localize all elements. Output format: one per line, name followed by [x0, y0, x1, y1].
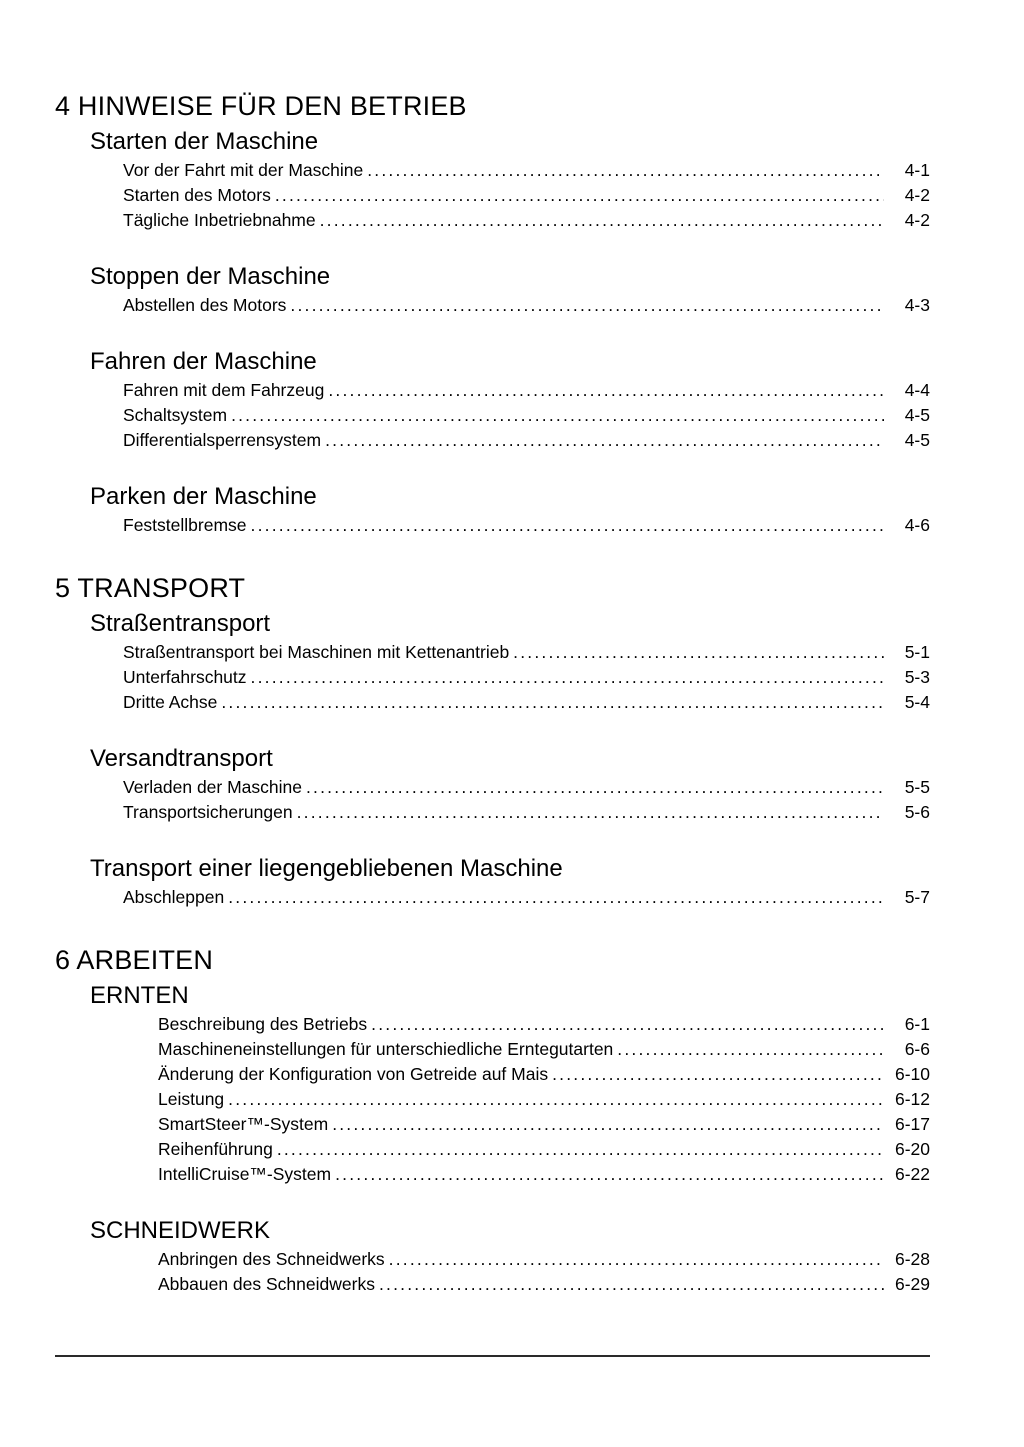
toc-entry-label: Verladen der Maschine [123, 777, 302, 797]
toc-page-number: 4-1 [904, 160, 930, 180]
toc-leader-dots [617, 1037, 884, 1062]
toc-page-number: 6-17 [894, 1114, 930, 1134]
toc-entry [158, 1037, 930, 1062]
toc-page-number: 4-4 [904, 380, 930, 400]
toc-entry [123, 428, 930, 453]
toc-group-title: Parken der Maschine [90, 483, 317, 510]
toc-leader-dots [228, 1087, 884, 1112]
toc-entry [123, 690, 930, 715]
toc-leader-dots [297, 800, 884, 825]
toc-page-number: 6-12 [894, 1089, 930, 1109]
toc-group-title: SCHNEIDWERK [90, 1217, 271, 1244]
toc-entry [158, 1137, 930, 1162]
toc-page-number: 4-3 [904, 295, 930, 315]
toc-entry [123, 800, 930, 825]
toc-entry-label: Abbauen des Schneidwerks [158, 1274, 375, 1294]
toc-leader-dots [231, 403, 884, 428]
toc-page-number: 6-28 [894, 1249, 930, 1269]
toc-entry-label: Änderung der Konfiguration von Getreide auf Mais [158, 1064, 549, 1084]
toc-section [55, 90, 930, 538]
toc-entry-label: Beschreibung des Betriebs [158, 1014, 368, 1034]
toc-entry [123, 775, 930, 800]
toc-group-title: ERNTEN [90, 982, 189, 1009]
footer-divider [55, 1355, 930, 1357]
toc-entry [158, 1112, 930, 1137]
toc-entry-label: Feststellbremse [123, 515, 247, 535]
toc-entry-label: Differentialsperrensystem [123, 430, 322, 450]
toc-page-number: 5-6 [904, 802, 930, 822]
toc-leader-dots [513, 640, 884, 665]
toc-leader-dots [552, 1062, 884, 1087]
toc-group-title: Straßentransport [90, 610, 271, 637]
toc-page-number: 5-7 [904, 887, 930, 907]
toc-leader-dots [332, 1112, 884, 1137]
toc-leader-dots [325, 428, 884, 453]
toc-group-title: Stoppen der Maschine [90, 263, 331, 290]
toc-leader-dots [335, 1162, 884, 1187]
toc-entry [158, 1012, 930, 1037]
toc-group-title: Versandtransport [90, 745, 273, 772]
toc-entry [123, 885, 930, 910]
toc-leader-dots [228, 885, 884, 910]
toc-page-number: 6-1 [904, 1014, 930, 1034]
toc-entry [123, 640, 930, 665]
toc-section-title: 4 HINWEISE FÜR DEN BETRIEB [55, 91, 467, 121]
toc-entry-label: Vor der Fahrt mit der Maschine [123, 160, 364, 180]
toc-group-title: Starten der Maschine [90, 128, 319, 155]
toc-page-number: 6-29 [894, 1274, 930, 1294]
toc-group [55, 128, 930, 233]
toc-entry-label: Starten des Motors [123, 185, 271, 205]
toc-page-number: 5-5 [904, 777, 930, 797]
toc-page-number: 4-5 [904, 430, 930, 450]
toc-entry [158, 1087, 930, 1112]
toc-page-number: 4-2 [904, 210, 930, 230]
toc-leader-dots [328, 378, 884, 403]
toc-leader-dots [251, 665, 884, 690]
toc-group [55, 982, 930, 1187]
toc-entry-label: Dritte Achse [123, 692, 218, 712]
toc-section-title: 6 ARBEITEN [55, 945, 214, 975]
toc-page-number: 6-6 [904, 1039, 930, 1059]
toc-entry-label: Leistung [158, 1089, 225, 1109]
toc-page-number: 6-20 [894, 1139, 930, 1159]
toc-group [55, 855, 930, 910]
toc-leader-dots [251, 513, 884, 538]
toc-leader-dots [221, 690, 884, 715]
toc-entry-label: Straßentransport bei Maschinen mit Kettenantrieb [123, 642, 510, 662]
toc-leader-dots [290, 293, 884, 318]
toc-entry-label: SmartSteer™-System [158, 1114, 329, 1134]
toc-page-number: 5-1 [904, 642, 930, 662]
toc-group [55, 745, 930, 825]
toc-entry-label: Anbringen des Schneidwerks [158, 1249, 385, 1269]
toc-leader-dots [320, 208, 884, 233]
toc-page-number: 5-3 [904, 667, 930, 687]
toc-entry-label: Transportsicherungen [123, 802, 293, 822]
toc-entry [123, 665, 930, 690]
toc-group-title: Fahren der Maschine [90, 348, 317, 375]
toc-group [55, 483, 930, 538]
toc-leader-dots [379, 1272, 884, 1297]
toc-leader-dots [367, 158, 884, 183]
toc-entry [123, 403, 930, 428]
toc-entry [123, 293, 930, 318]
toc-entry-label: Abstellen des Motors [123, 295, 287, 315]
toc-entry-label: Tägliche Inbetriebnahme [123, 210, 316, 230]
toc-entry [123, 378, 930, 403]
toc-entry-label: Abschleppen [123, 887, 225, 907]
toc-section [55, 572, 930, 910]
toc-page-number: 6-22 [894, 1164, 930, 1184]
toc-page-number: 6-10 [894, 1064, 930, 1084]
toc-page-number: 4-2 [904, 185, 930, 205]
toc-entry [123, 513, 930, 538]
toc-entry [158, 1272, 930, 1297]
toc-section [55, 944, 930, 1297]
toc-entry [158, 1162, 930, 1187]
toc-entry [158, 1062, 930, 1087]
toc-entry [123, 208, 930, 233]
toc-group [55, 610, 930, 715]
toc-leader-dots [306, 775, 884, 800]
toc-entry [123, 183, 930, 208]
toc-leader-dots [277, 1137, 884, 1162]
toc-entry-label: Schaltsystem [123, 405, 228, 425]
toc-entry [123, 158, 930, 183]
toc-entry-label: Fahren mit dem Fahrzeug [123, 380, 325, 400]
toc-section-title: 5 TRANSPORT [55, 573, 246, 603]
toc-group-title: Transport einer liegengebliebenen Maschine [90, 855, 563, 882]
toc-entry-label: Reihenführung [158, 1139, 273, 1159]
toc-group [55, 348, 930, 453]
toc-entry-label: Unterfahrschutz [123, 667, 247, 687]
toc-entry [158, 1247, 930, 1272]
toc-leader-dots [371, 1012, 884, 1037]
toc-group [55, 1217, 930, 1297]
toc-leader-dots [389, 1247, 884, 1272]
toc-page-number: 4-5 [904, 405, 930, 425]
toc-entry-label: IntelliCruise™-System [158, 1164, 332, 1184]
toc-entry-label: Maschineneinstellungen für unterschiedliche Erntegutarten [158, 1039, 614, 1059]
toc-leader-dots [275, 183, 884, 208]
toc-group [55, 263, 930, 318]
toc-page-number: 5-4 [904, 692, 930, 712]
toc-page-number: 4-6 [904, 515, 930, 535]
